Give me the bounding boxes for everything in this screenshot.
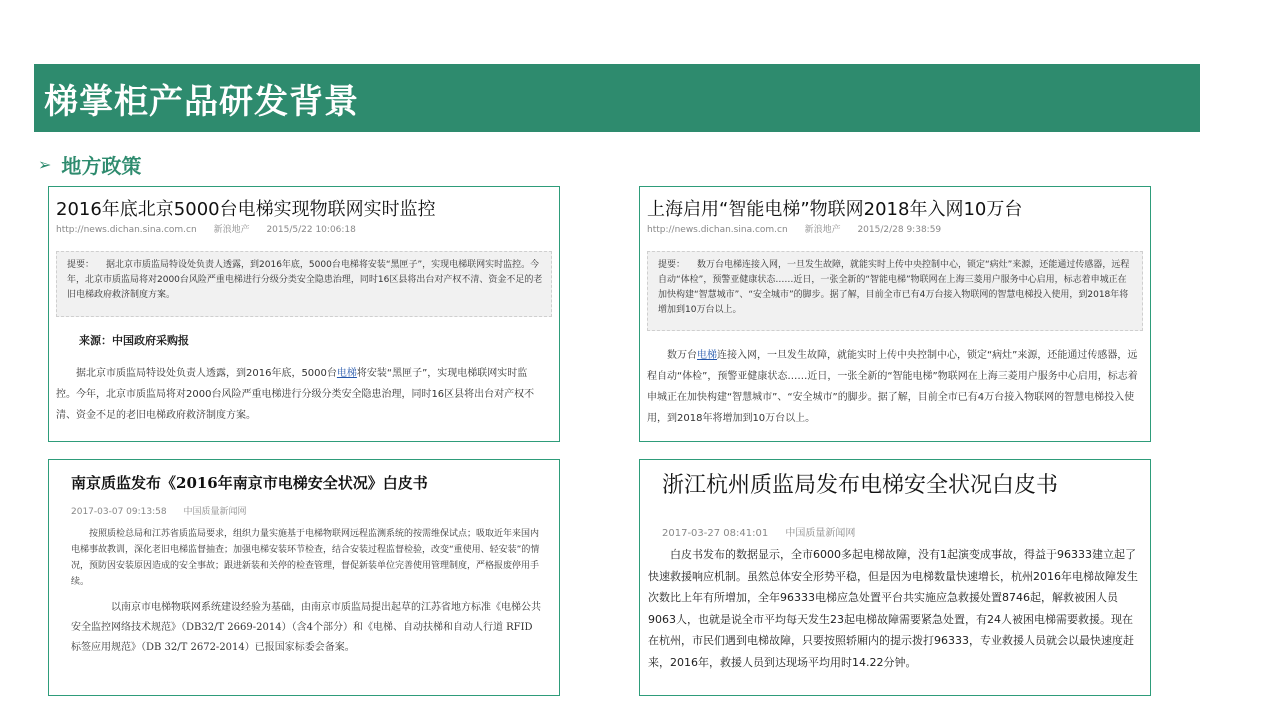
section-heading <box>38 150 141 178</box>
card-meta <box>56 222 370 235</box>
section-label: 地方政策 <box>61 153 142 178</box>
body-text: 据北京市质监局特设处负责人透露，到2016年底，5000台 <box>76 368 337 379</box>
card-meta <box>647 222 955 235</box>
card-paragraph-1: 按照质检总局和江苏省质监局要求，组织力量实施基于电梯物联网远程监测系统的按需维保试点；吸取近年来国内电梯事故教训，深化老旧电梯监督抽查；加强电梯安装环节检查，结合安装过程监督检验，改变“重使用、轻安装”的情况，预防因安装原因造成的安全事故；跟进新装和关停的检查管理，督促新装单位完善使用管理制度，严格报废停用手续。 <box>71 529 540 587</box>
card-date: 2015/5/22 10:06:18 <box>266 225 356 235</box>
card-source-site: 中国质量新闻网 <box>785 528 856 539</box>
page-title: 梯掌柜产品研发背景 <box>44 82 359 122</box>
card-title: 上海启用“智能电梯”物联网2018年入网10万台 <box>647 199 1023 220</box>
card-abstract <box>647 251 1143 331</box>
header-banner <box>34 64 1200 132</box>
card-body: 白皮书发布的数据显示，全市6000多起电梯故障，没有1起演变成事故，得益于96333建立起了快速救援响应机制。虽然总体安全形势平稳，但是因为电梯数量快速增长，杭州2016年电梯故障发生次数比上年有所增加，全年96333电梯应急处置平台共实施应急救援处置8746起，解救被困人员9063人，也就是说全市平均每天发生23起电梯故障需要紧急处置，有24人被困电梯需要救援。现在在杭州，市民们遇到电梯故障，只要按照轿厢内的提示拨打96333，专业救援人员就会以最快速度赶来，2016年，救援人员到达现场平均用时14.22分钟。 <box>648 548 1138 669</box>
news-card-nanjing <box>48 459 560 696</box>
body-text: 连接入网，一旦发生故障，就能实时上传中央控制中心，锁定“病灶”来源，还能通过传感器，远程自动“体检”，预警亚健康状态……近日，一张全新的“智能电梯”物联网在上海三菱用户服务中心启用，标志着申城正在加快构建“智慧城市”、“安全城市”的脚步。据了解，目前全市已有4万台接入物联网的智慧电梯投入使用，到2018年将增加到10万台以上。 <box>647 350 1138 424</box>
card-abstract <box>56 251 552 317</box>
card-date: 2017-03-07 09:13:58 <box>71 507 167 517</box>
card-url: http://news.dichan.sina.com.cn <box>56 225 197 235</box>
card-paragraph-2: 以南京市电梯物联网系统建设经验为基础，由南京市质监局提出起草的江苏省地方标准《电梯公共安全监控网络技术规范》（DB32/T 2669-2014）（含4个部分）和《电梯、自动扶梯和自动人行道 RFID 标签应用规范》（DB 32/T 2672-2014）已报国家标委会备案。 <box>71 602 541 653</box>
card-title: 浙江杭州质监局发布电梯安全状况白皮书 <box>662 473 1059 498</box>
body-text: 将安装“黑匣子”，实现电梯联网实时监控。今年，北京市质监局将对2000台风险严重电梯进行分级分类安全隐患治理，同时16区县将出台对产权不清、资金不足的老旧电梯政府救济制度方案。 <box>56 368 535 421</box>
card-url: http://news.dichan.sina.com.cn <box>647 225 788 235</box>
abstract-text: 数万台电梯连接入网，一旦发生故障，就能实时上传中央控制中心，锁定“病灶”来源，还能通过传感器，远程自动“体检”，预警亚健康状态……近日，一张全新的“智能电梯”物联网在上海三菱用户服务中心启用，标志着申城正在加快构建“智慧城市”、“安全城市”的脚步。据了解，目前全市已有4万台接入物联网的智慧电梯投入使用，到2018年将增加到10万台以上。 <box>658 260 1130 315</box>
abstract-label: 提要： <box>67 260 95 270</box>
card-source-site: 新浪地产 <box>213 225 250 235</box>
card-meta <box>662 524 869 539</box>
card-body <box>56 363 546 426</box>
news-card-shanghai <box>639 186 1151 442</box>
card-date: 2017-03-27 08:41:01 <box>662 528 769 539</box>
card-source-site: 新浪地产 <box>804 225 841 235</box>
arrow-bullet-icon: ➢ <box>38 154 52 174</box>
card-body <box>647 345 1139 429</box>
card-title: 2016年底北京5000台电梯实现物联网实时监控 <box>56 199 436 220</box>
abstract-text: 据北京市质监局特设处负责人透露，到2016年底，5000台电梯将安装“黑匣子”，实现电梯联网实时监控。今年，北京市质监局将对2000台风险严重电梯进行分级分类安全隐患治理，同时16区县将出台对产权不清、资金不足的老旧电梯政府救济制度方案。 <box>67 260 543 300</box>
card-source-line: 来源：中国政府采购报 <box>79 334 189 347</box>
news-card-beijing <box>48 186 560 442</box>
card-meta <box>71 504 260 517</box>
elevator-link[interactable]: 电梯 <box>697 350 717 361</box>
news-card-hangzhou <box>639 459 1151 696</box>
card-title: 南京质监发布《2016年南京市电梯安全状况》白皮书 <box>71 474 428 492</box>
abstract-label: 提要： <box>658 260 686 270</box>
card-source-site: 中国质量新闻网 <box>183 507 247 517</box>
card-date: 2015/2/28 9:38:59 <box>857 225 942 235</box>
elevator-link[interactable]: 电梯 <box>336 368 357 379</box>
body-text: 数万台 <box>667 350 697 361</box>
